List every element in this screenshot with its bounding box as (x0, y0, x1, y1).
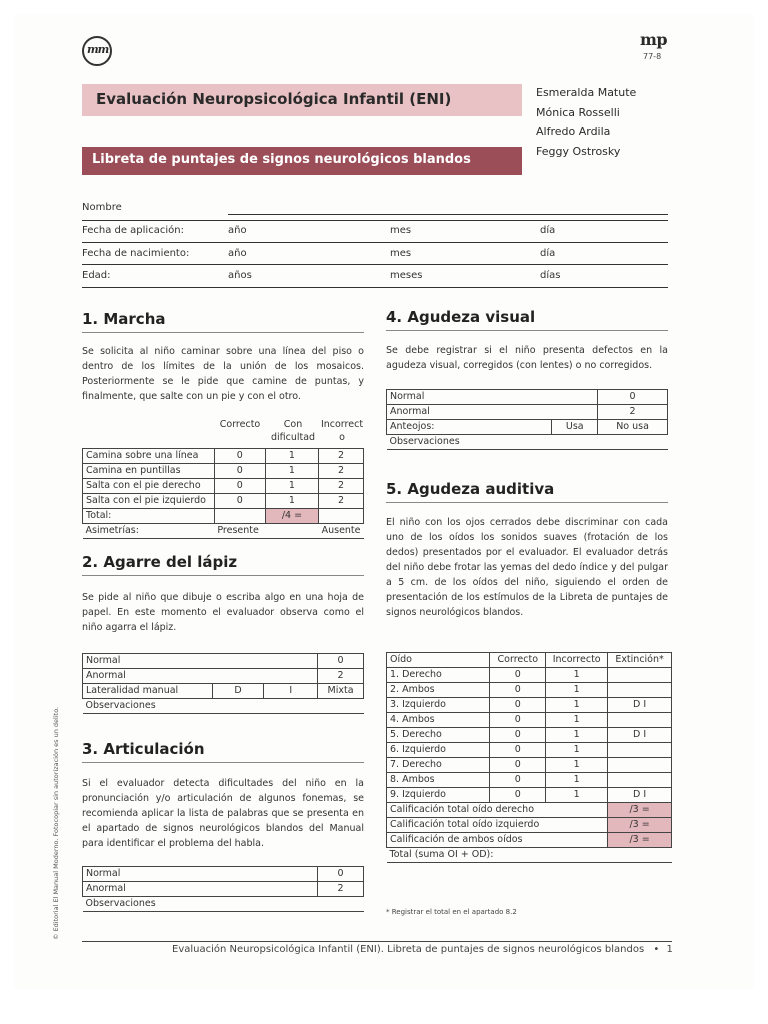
section-title-auditiva: 5. Agudeza auditiva (386, 480, 555, 498)
asimetrias-row (83, 524, 364, 539)
nombre-field[interactable] (228, 214, 668, 215)
section-rule (386, 502, 668, 503)
table-row (387, 405, 668, 420)
extincion-option[interactable] (608, 773, 672, 788)
marcha-table (82, 448, 364, 539)
row-label: Normal (83, 654, 318, 669)
manual-moderno-logo (82, 36, 112, 66)
score-option[interactable]: 1 (265, 479, 318, 494)
table-row (387, 683, 672, 698)
row-label: Normal (387, 390, 598, 405)
table-header-row (387, 653, 672, 668)
table-row (83, 882, 364, 897)
score-option[interactable]: 1 (546, 698, 608, 713)
table-row (83, 699, 364, 714)
score-option[interactable]: 2 (318, 669, 364, 684)
observaciones-field[interactable]: Observaciones (83, 699, 364, 714)
publisher-code: 77-8 (643, 52, 662, 61)
score-option[interactable]: 0 (490, 743, 546, 758)
score-option[interactable]: 1 (265, 449, 318, 464)
dia-field[interactable]: día (540, 225, 556, 236)
score-option[interactable]: 2 (319, 464, 364, 479)
score-option[interactable]: 0 (214, 494, 265, 509)
row-label: Camina en puntillas (83, 464, 215, 479)
row-label: 3. Izquierdo (387, 698, 490, 713)
visual-table (386, 389, 668, 450)
section-rule (82, 762, 364, 763)
edad-label: Edad: (82, 270, 111, 281)
publisher-logo: mp (640, 30, 668, 49)
row-label: 2. Ambos (387, 683, 490, 698)
table-row (387, 390, 668, 405)
anio-field[interactable]: año (228, 248, 247, 259)
score-option[interactable]: 1 (546, 713, 608, 728)
dia-field[interactable]: día (540, 248, 556, 259)
table-row (83, 669, 364, 684)
form-divider (82, 287, 668, 288)
row-label: Lateralidad manual (83, 684, 213, 699)
col-header-extincion: Extinción* (608, 653, 672, 668)
visual-instructions: Se debe registrar si el niño presenta defectos en la agudeza visual, corregidos (con lentes) o no corregidos. (386, 345, 668, 371)
col-header-incorrecto: Incorrecto (320, 419, 364, 443)
score-option[interactable]: 1 (265, 464, 318, 479)
col-header-incorrecto: Incorrecto (546, 653, 608, 668)
table-row (387, 743, 672, 758)
lapiz-table (82, 653, 364, 714)
row-label: Anormal (83, 882, 318, 897)
score-option[interactable]: 1 (546, 788, 608, 803)
extincion-option[interactable] (608, 713, 672, 728)
author-name: Feggy Ostrosky (536, 145, 621, 158)
articulacion-instructions: Si el evaluador detecta dificultades del niño en la pronunciación y/o articulación de algunos fonemas, se recomienda aplicar la lista de palabras que se presenta en el apartado de signos neurológicos blandos del Manual para identificar el problema del habla. (82, 778, 364, 849)
fecha-nacimiento-label: Fecha de nacimiento: (82, 248, 190, 259)
table-row (387, 698, 672, 713)
mes-field[interactable]: mes (390, 225, 412, 236)
table-row (83, 464, 364, 479)
table-row (387, 435, 668, 450)
articulacion-table (82, 866, 364, 912)
score-option[interactable]: 0 (490, 713, 546, 728)
fecha-aplicacion-label: Fecha de aplicación: (82, 225, 184, 236)
usa-anteojos-option[interactable]: Usa (552, 420, 598, 435)
extincion-option[interactable]: D I (608, 728, 672, 743)
row-label: Anormal (83, 669, 318, 684)
row-label: 5. Derecho (387, 728, 490, 743)
table-row (83, 654, 364, 669)
score-option[interactable]: 2 (319, 479, 364, 494)
score-option[interactable]: 1 (546, 773, 608, 788)
anio-field[interactable]: año (228, 225, 247, 236)
document-subtitle: Libreta de puntajes de signos neurológicos blandos (92, 152, 471, 167)
lateralidad-izquierda-option[interactable]: I (264, 684, 318, 699)
row-label: 4. Ambos (387, 713, 490, 728)
total-row (387, 848, 672, 863)
score-option[interactable]: 2 (318, 882, 364, 897)
score-option[interactable]: 2 (319, 449, 364, 464)
section-title-visual: 4. Agudeza visual (386, 308, 536, 326)
form-divider (82, 220, 668, 221)
score-option[interactable]: 0 (214, 464, 265, 479)
calificacion-izquierdo-field[interactable]: /3 = (608, 818, 672, 833)
table-row (83, 479, 364, 494)
footnote: * Registrar el total en el apartado 8.2 (386, 908, 517, 916)
table-row (387, 713, 672, 728)
col-header-dificultad: Con dificultad (270, 419, 316, 443)
author-name: Mónica Rosselli (536, 106, 620, 119)
table-row (83, 897, 364, 912)
calificacion-row (387, 818, 672, 833)
score-option[interactable]: 0 (598, 390, 668, 405)
nombre-label: Nombre (82, 202, 122, 213)
calificacion-row (387, 833, 672, 848)
section-title-marcha: 1. Marcha (82, 310, 166, 328)
document-title: Evaluación Neuropsicológica Infantil (ENI) (96, 90, 452, 108)
table-row (387, 758, 672, 773)
calificacion-row (387, 803, 672, 818)
form-divider (82, 264, 668, 265)
calificacion-derecho-label: Calificación total oído derecho (387, 803, 608, 818)
table-row (83, 684, 364, 699)
table-row (387, 728, 672, 743)
score-option[interactable]: 0 (490, 683, 546, 698)
table-row (387, 773, 672, 788)
score-option[interactable]: 0 (318, 867, 364, 882)
asimetrias-label: Asimetrías: (83, 524, 215, 539)
score-option[interactable]: 0 (490, 788, 546, 803)
extincion-option[interactable]: D I (608, 788, 672, 803)
lateralidad-derecha-option[interactable]: D (212, 684, 264, 699)
col-header-correcto: Correcto (490, 653, 546, 668)
extincion-option[interactable] (608, 758, 672, 773)
score-option[interactable]: 0 (214, 449, 265, 464)
row-label: Anormal (387, 405, 598, 420)
calificacion-ambos-label: Calificación de ambos oídos (387, 833, 608, 848)
auditiva-table (386, 652, 672, 863)
calificacion-izquierdo-label: Calificación total oído izquierdo (387, 818, 608, 833)
row-label: Camina sobre una línea (83, 449, 215, 464)
total-suma-field[interactable]: Total (suma OI + OD): (387, 848, 672, 863)
observaciones-field[interactable]: Observaciones (387, 435, 668, 450)
row-label: 1. Derecho (387, 668, 490, 683)
score-option[interactable]: 0 (490, 698, 546, 713)
form-divider (82, 242, 668, 243)
score-option[interactable]: 2 (319, 494, 364, 509)
score-option[interactable]: 1 (265, 494, 318, 509)
section-rule (82, 575, 364, 576)
section-rule (386, 330, 668, 331)
score-option[interactable]: 1 (546, 758, 608, 773)
score-option[interactable]: 0 (490, 773, 546, 788)
logo-text: mm (87, 43, 109, 56)
score-option[interactable]: 0 (214, 479, 265, 494)
section-rule (82, 332, 364, 333)
calificacion-ambos-field[interactable]: /3 = (608, 833, 672, 848)
row-label: 9. Izquierdo (387, 788, 490, 803)
score-option[interactable]: 0 (318, 654, 364, 669)
asimetria-ausente-option[interactable]: Ausente (319, 524, 364, 539)
row-label: 8. Ambos (387, 773, 490, 788)
row-label: Salta con el pie izquierdo (83, 494, 215, 509)
footer-rule (82, 941, 672, 942)
extincion-option[interactable] (608, 743, 672, 758)
auditiva-instructions: El niño con los ojos cerrados debe discriminar con cada uno de los oídos los sonidos suaves (frotación de los dedos) presentados por el evaluador. El evaluador detrás del niño debe frotar las yemas del dedo índice y del pulgar a 5 cm. de los oídos del niño, siguiendo el orden de presentación de los estímulos de la Libreta de puntajes de signos neurológicos blandos. (386, 517, 668, 618)
score-option[interactable]: 0 (490, 668, 546, 683)
total-label: Total: (83, 509, 215, 524)
score-option[interactable]: 1 (546, 743, 608, 758)
table-row (387, 420, 668, 435)
footer-bullet: • (653, 944, 660, 955)
lapiz-instructions: Se pide al niño que dibuje o escriba algo en una hoja de papel. En este momento el evaluador observa como el niño agarra el lápiz. (82, 592, 364, 633)
footer-title: Evaluación Neuropsicológica Infantil (ENI). Libreta de puntajes de signos neurológicos blandos (172, 944, 645, 955)
footer (172, 944, 673, 955)
copyright-notice: © Editorial El Manual Moderno. Fotocopiar sin autorización es un delito. (52, 706, 60, 940)
asimetria-presente-option[interactable]: Presente (214, 524, 318, 539)
observaciones-field[interactable]: Observaciones (83, 897, 364, 912)
table-row (83, 494, 364, 509)
calificacion-derecho-field[interactable]: /3 = (608, 803, 672, 818)
col-header-oido: Oído (387, 653, 490, 668)
meses-field[interactable]: meses (390, 270, 423, 281)
score-option[interactable]: 1 (546, 728, 608, 743)
author-name: Esmeralda Matute (536, 86, 637, 99)
lateralidad-mixta-option[interactable]: Mixta (318, 684, 364, 699)
row-label: 7. Derecho (387, 758, 490, 773)
total-row (83, 509, 364, 524)
marcha-instructions: Se solicita al niño caminar sobre una línea del piso o dentro de los límites de la unión de los mosaicos. Posteriormente se le pide que camine de puntas, y finalmente, que salte con un pie y con el otro. (82, 346, 364, 402)
extincion-option[interactable] (608, 683, 672, 698)
section-title-lapiz: 2. Agarre del lápiz (82, 553, 238, 571)
section-title-articulacion: 3. Articulación (82, 740, 205, 758)
mes-field[interactable]: mes (390, 248, 412, 259)
score-option[interactable]: 0 (490, 728, 546, 743)
score-option[interactable]: 0 (490, 758, 546, 773)
table-row (83, 867, 364, 882)
dias-field[interactable]: días (540, 270, 561, 281)
no-usa-anteojos-option[interactable]: No usa (598, 420, 668, 435)
col-header-correcto: Correcto (219, 419, 261, 430)
score-option[interactable]: 2 (598, 405, 668, 420)
row-label: 6. Izquierdo (387, 743, 490, 758)
anios-field[interactable]: años (228, 270, 252, 281)
table-row (387, 668, 672, 683)
total-score-field[interactable]: /4 = (265, 509, 318, 524)
row-label: Anteojos: (387, 420, 552, 435)
page-number: 1 (666, 944, 673, 955)
author-name: Alfredo Ardila (536, 125, 611, 138)
extincion-option[interactable]: D I (608, 698, 672, 713)
row-label: Normal (83, 867, 318, 882)
row-label: Salta con el pie derecho (83, 479, 215, 494)
table-row (83, 449, 364, 464)
score-option[interactable]: 1 (546, 683, 608, 698)
table-row (387, 788, 672, 803)
extincion-option[interactable] (608, 668, 672, 683)
score-option[interactable]: 1 (546, 668, 608, 683)
